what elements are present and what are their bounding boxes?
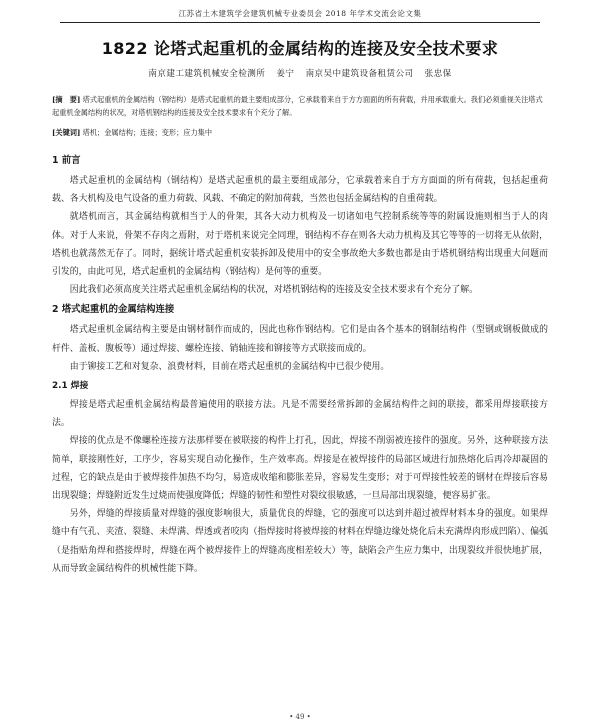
abstract-text: 塔式起重机的金属结构（钢结构）是塔式起重机的最主要组成部分，它承载着来自于方方面面的所有荷载，并用承载重大。我们必须重视关注塔式起重机金属结构的状况，对塔机钢结构的连接及安全技术要求有个充分了解。: [52, 95, 543, 117]
page-number: • 49 •: [289, 713, 311, 721]
affiliation-1: 南京建工建筑机械安全检测所: [148, 69, 266, 79]
abstract-label: [摘 要]: [52, 95, 81, 104]
paragraph: 就塔机而言，其金属结构就相当于人的骨架，其各大动力机构及一切诸如电气控制系统等等的附属设施则相当于人的肉体。对于人来说，骨架不存肉之焉附，对于塔机来说完全同理，钢结构不存在则各大动力机构及其它等等的一切将无从依附，塔机也就荡然无存了。同时，据统计塔式起重机安装拆卸及使用中的安全事故绝大多数也都是由于塔机钢结构出现重大问题而引发的，由此可见，塔式起重机的金属结构（钢结构）是何等的重要。: [52, 212, 548, 278]
affiliation-2: 南京吴中建筑设备租赁公司: [305, 69, 414, 79]
author-line: [0, 67, 600, 79]
paragraph: 因此我们必须高度关注塔式起重机金属结构的状况，对塔机钢结构的连接及安全技术要求有个充分了解。: [69, 285, 479, 296]
keywords-label: [关键词]: [52, 128, 81, 137]
author-1: 姜宁: [276, 69, 295, 79]
keywords-text: 塔机；金属结构；连接；变形；应力集中: [82, 128, 213, 137]
paragraph: 焊接是塔式起重机金属结构最普遍使用的联接方法。凡是不需要经常拆卸的金属结构件之间的联接，都采用焊接联接方法。: [52, 400, 548, 429]
paper-title: 1822 论塔式起重机的金属结构的连接及安全技术要求: [101, 39, 499, 58]
abstract: [52, 94, 548, 119]
author-2: 张忠保: [424, 69, 452, 79]
subsection-heading-2-1: 2.1 焊接: [52, 381, 89, 392]
paragraph: 焊接的优点是不像螺栓连接方法那样要在被联接的构件上打孔，因此，焊接不削弱被连接件的强度。另外，这种联接方法简单，联接刚性好，工序少，容易实现自动化操作，生产效率高。焊接是在被焊接件的局部区域进行加热熔化后再冷却凝固的过程，它的缺点是由于被焊接件加热不均匀，易造成收缩和膨胀差异，容易发生变形；对于可焊接性较差的钢材在焊接后容易出现裂缝；焊缝附近发生过烧而使强度降低；焊缝的韧性和塑性对裂纹很敏感，一旦局部出现裂缝，便容易扩张。: [52, 436, 548, 502]
paragraph: 由于铆接工艺和对复杂、浪费材料，目前在塔式起重机的金属结构中已很少使用。: [69, 361, 390, 372]
keywords: [52, 128, 548, 138]
section-heading-1: 1 前言: [52, 155, 81, 166]
paragraph: 塔式起重机的金属结构（钢结构）是塔式起重机的最主要组成部分，它承载着来自于方方面面的所有荷载，包括起重荷载、各大机构及电气设备的重力荷载、风载、不确定的附加荷载，当然也包括金属结构的自重荷载。: [52, 176, 548, 205]
section-heading-2: 2 塔式起重机的金属结构连接: [52, 304, 175, 316]
paragraph: 塔式起重机金属结构主要是由钢材制作而成的，因此也称作钢结构。它们是由各个基本的钢制结构件（型钢或钢板做成的杆件、盖板、腹板等）通过焊接、螺栓连接、销轴连接和铆接等方式联接而成的。: [52, 325, 548, 354]
running-header: 江苏省土木建筑学会建筑机械专业委员会 2018 年学术交流会论文集: [60, 8, 540, 23]
body-text: [52, 150, 548, 578]
paragraph: 另外，焊缝的焊接质量对焊缝的强度影响很大，质量优良的焊缝，它的强度可以达到并超过被焊材料本身的强度。如果焊缝中有气孔、夹渣、裂缝、未焊满、焊透或者咬肉（指焊接时将被焊接的材料在焊缝边缘处烧化后未充满焊肉形成凹陷）、偏弧（是指贴角焊和搭接焊时，焊缝在两个被焊接件上的焊缝高度相差较大）等，缺陷会产生应力集中，出现裂纹并很快地扩展，从而导致金属结构件的机械性能下降。: [52, 509, 548, 574]
